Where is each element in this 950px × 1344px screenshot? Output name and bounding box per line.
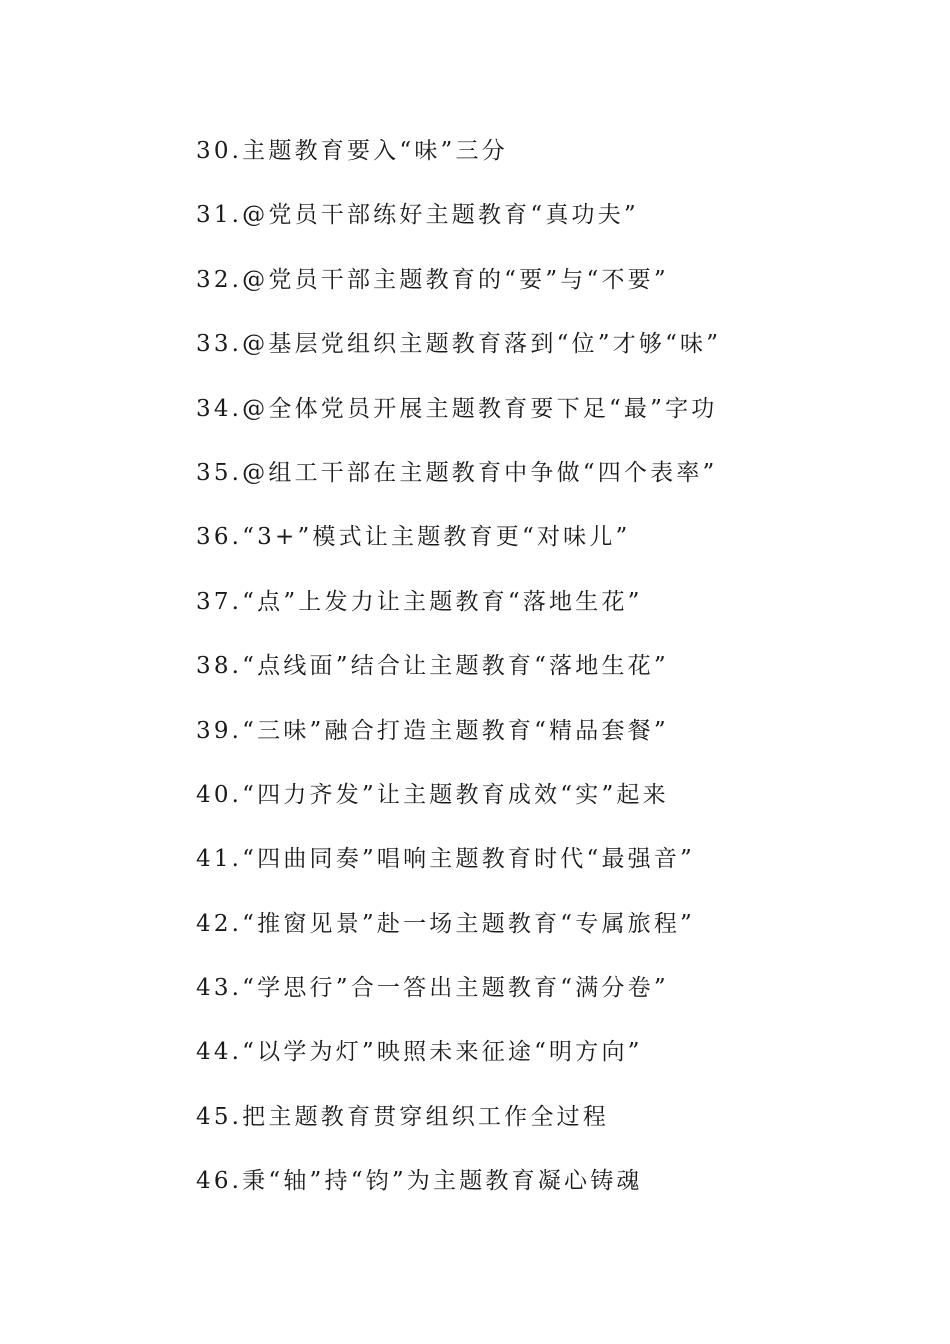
list-item: 33.@基层党组织主题教育落到“位”才够“味”: [196, 331, 722, 358]
list-item: 31.@党员干部练好主题教育“真功夫”: [196, 202, 639, 229]
list-item: 39.“三味”融合打造主题教育“精品套餐”: [196, 717, 669, 744]
list-item: 40.“四力齐发”让主题教育成效“实”起来: [196, 781, 669, 808]
list-item: 32.@党员干部主题教育的“要”与“不要”: [196, 266, 669, 293]
list-item: 44.“以学为灯”映照未来征途“明方向”: [196, 1039, 643, 1066]
title-list: [196, 131, 721, 1226]
list-item: 36.“3+”模式让主题教育更“对味儿”: [196, 524, 631, 551]
list-item: 46.秉“轴”持“钧”为主题教育凝心铸魂: [196, 1168, 643, 1195]
list-item: 38.“点线面”结合让主题教育“落地生花”: [196, 653, 669, 680]
list-item: 34.@全体党员开展主题教育要下足“最”字功: [196, 395, 718, 422]
list-item: 41.“四曲同奏”唱响主题教育时代“最强音”: [196, 846, 696, 873]
list-item: 35.@组工干部在主题教育中争做“四个表率”: [196, 459, 718, 486]
list-item: 30.主题教育要入“味”三分: [196, 138, 508, 164]
list-item: 45.把主题教育贯穿组织工作全过程: [196, 1103, 609, 1130]
list-item: 42.“推窗见景”赴一场主题教育“专属旅程”: [196, 910, 696, 937]
list-item: 37.“点”上发力让主题教育“落地生花”: [196, 588, 643, 615]
list-item: 43.“学思行”合一答出主题教育“满分卷”: [196, 975, 669, 1002]
